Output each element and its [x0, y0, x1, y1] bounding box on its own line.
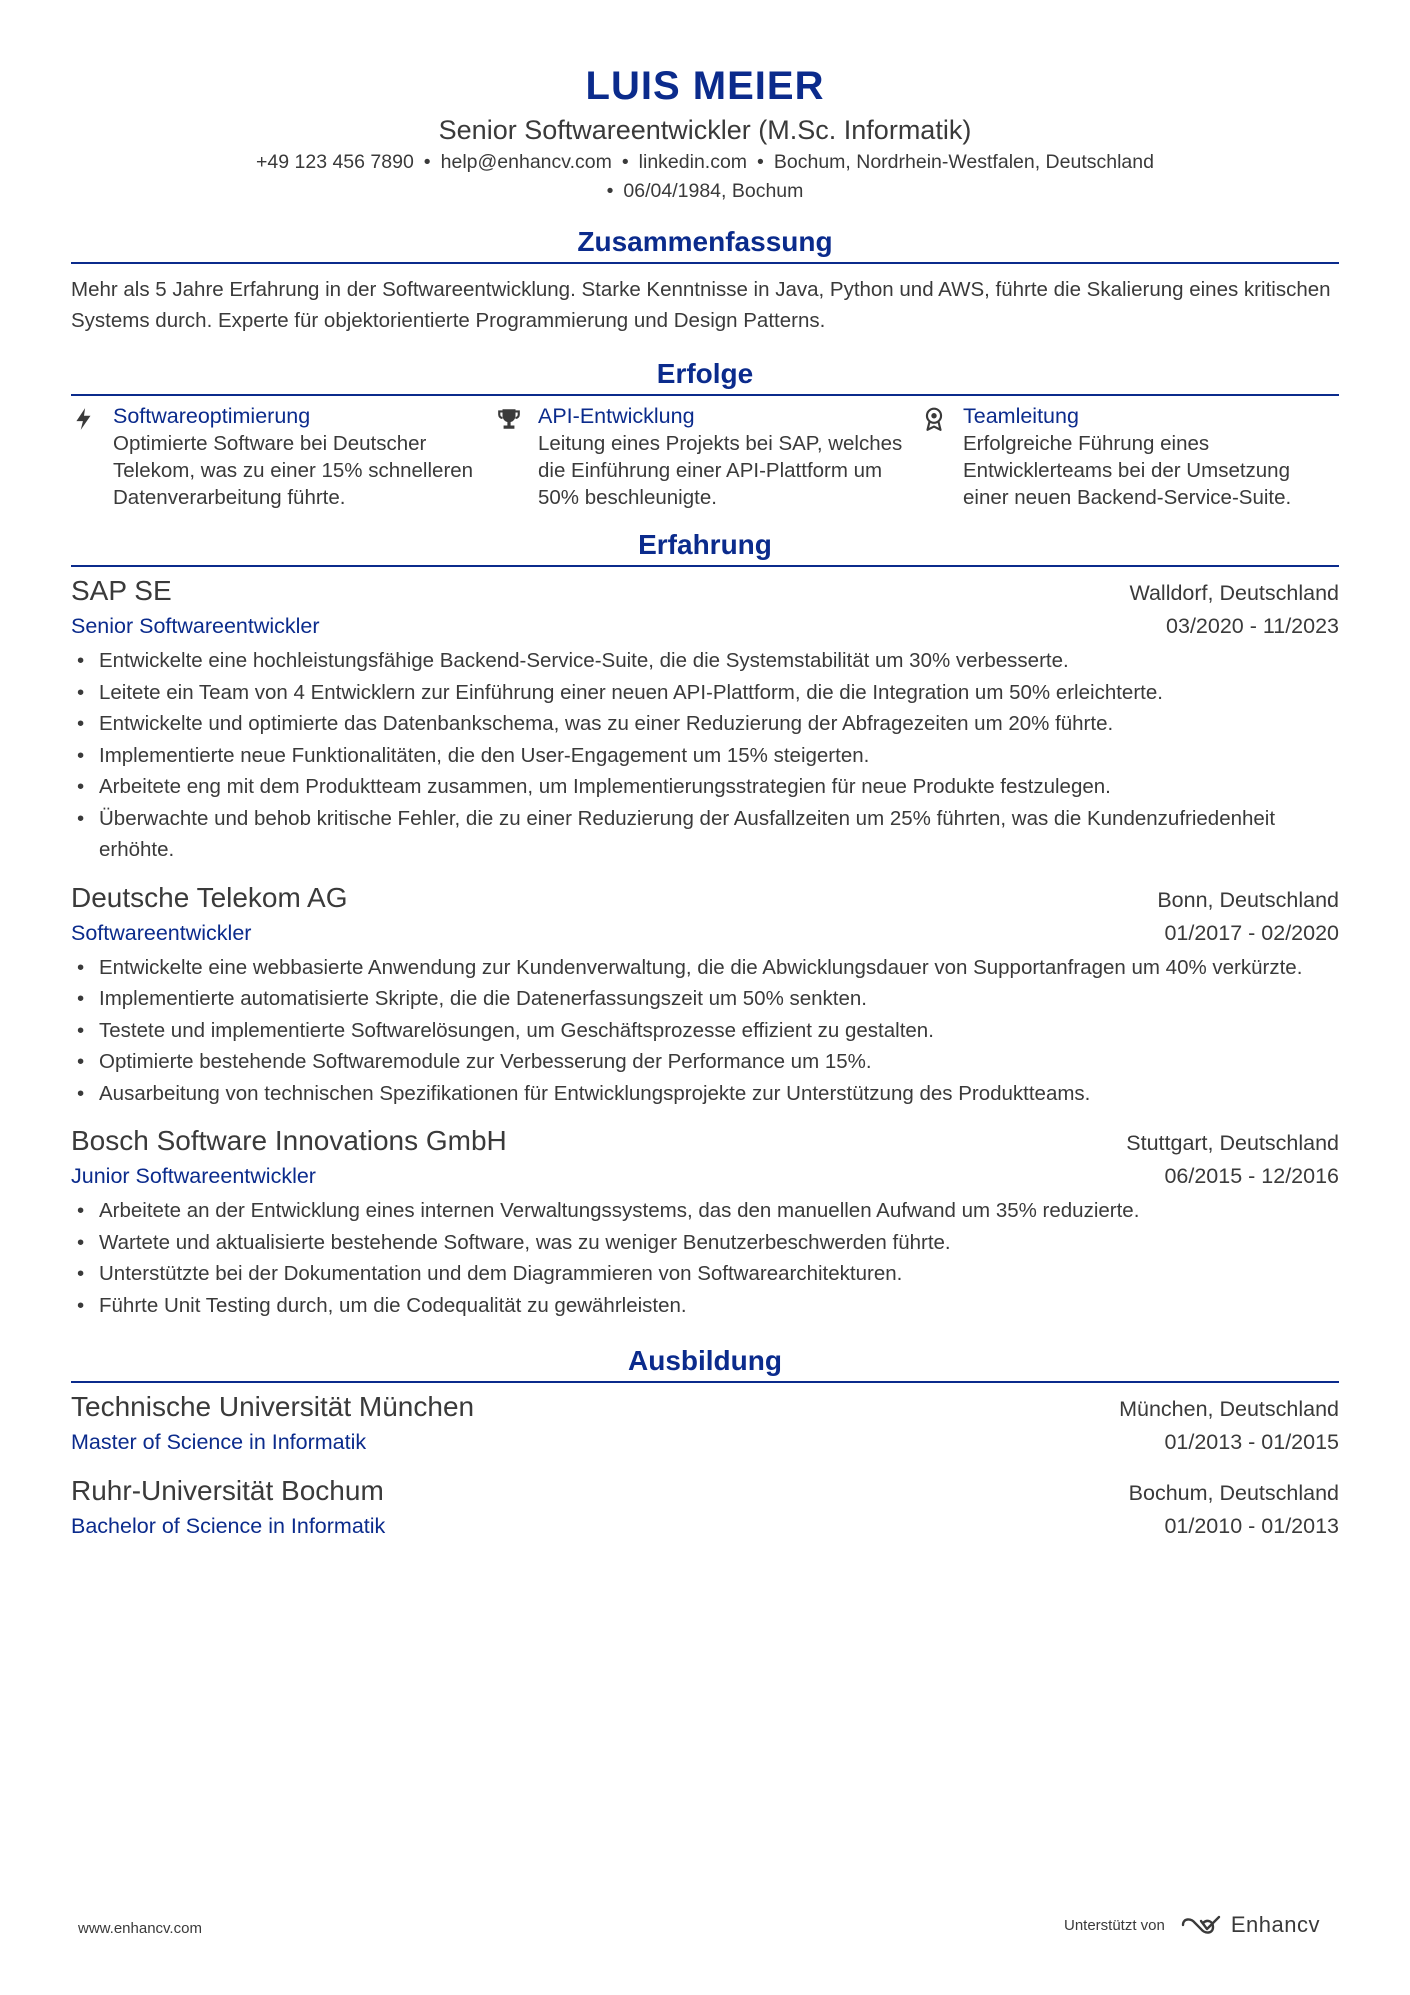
separator-dot: • [423, 151, 431, 173]
job-bullets [71, 1195, 1339, 1321]
degree: Master of Science in Informatik [71, 1430, 367, 1454]
achievement-title: Teamleitung [963, 404, 1079, 428]
achievement-item [71, 402, 489, 511]
section-divider [71, 262, 1339, 264]
list-item: • Unterstützte bei der Dokumentation und dem Diagrammieren von Softwarearchitekturen. [99, 1258, 1339, 1290]
education-entry [71, 1473, 1339, 1543]
list-item: • Entwickelte und optimierte das Datenbankschema, was zu einer Reduzierung der Abfragezeiten um 20% führte. [99, 708, 1339, 740]
list-item: • Wartete und aktualisierte bestehende Software, was zu weniger Benutzerbeschwerden führte. [99, 1227, 1339, 1259]
achievement-desc: Optimierte Software bei Deutscher Telekom, was zu einer 15% schnelleren Datenverarbeitung führte. [113, 432, 474, 509]
job-dates: 06/2015 - 12/2016 [1164, 1164, 1339, 1188]
section-title-experience: Erfahrung [638, 529, 772, 560]
contact-line [71, 148, 1339, 177]
candidate-title: Senior Softwareentwickler (M.Sc. Informatik) [438, 115, 972, 145]
list-item: • Leitete ein Team von 4 Entwicklern zur Einführung einer neuen API-Plattform, die die Integration um 50% erleichterte. [99, 677, 1339, 709]
award-icon [921, 402, 963, 511]
achievements-section [71, 356, 1339, 511]
experience-section [71, 527, 1339, 1321]
job-role: Senior Softwareentwickler [71, 614, 320, 638]
company-name: Deutsche Telekom AG [71, 881, 348, 913]
section-divider [71, 394, 1339, 396]
section-title-summary: Zusammenfassung [577, 226, 833, 257]
location: Bochum, Nordrhein-Westfalen, Deutschland [773, 151, 1154, 173]
enhancv-logo-icon [1179, 1913, 1223, 1937]
education-entry [71, 1389, 1339, 1459]
job-entry [71, 1123, 1339, 1321]
job-bullets [71, 952, 1339, 1110]
achievement-desc: Leitung eines Projekts bei SAP, welches die Einführung einer API-Plattform um 50% beschleunigte. [538, 432, 903, 509]
school-name: Technische Universität München [71, 1391, 475, 1422]
separator-dot: • [606, 180, 614, 202]
job-bullets [71, 645, 1339, 866]
section-title-education: Ausbildung [628, 1345, 782, 1376]
school-location: Bochum, Deutschland [1128, 1481, 1339, 1505]
list-item: • Implementierte automatisierte Skripte, die die Datenerfassungszeit um 50% senkten. [99, 983, 1339, 1015]
job-dates: 03/2020 - 11/2023 [1166, 614, 1339, 638]
education-dates: 01/2013 - 01/2015 [1164, 1430, 1339, 1454]
company-name: SAP SE [71, 575, 172, 606]
section-divider [71, 1381, 1339, 1383]
job-role: Softwareentwickler [71, 920, 252, 945]
birth-info: 06/04/1984, Bochum [623, 180, 804, 202]
job-location: Bonn, Deutschland [1157, 887, 1339, 912]
job-entry [71, 573, 1339, 866]
list-item: • Testete und implementierte Softwarelösungen, um Geschäftsprozesse effizient zu gestalten. [99, 1015, 1339, 1047]
birth-line [71, 177, 1339, 206]
achievement-title: Softwareoptimierung [113, 404, 311, 428]
job-dates: 01/2017 - 02/2020 [1164, 920, 1339, 945]
separator-dot: • [757, 151, 764, 173]
job-role: Junior Softwareentwickler [71, 1164, 316, 1188]
summary-text: Mehr als 5 Jahre Erfahrung in der Softwareentwicklung. Starke Kenntnisse in Java, Python und AWS, führte die Skalierung eines kritischen Systems durch. Experte für objektorientierte Programmierung und Design Patterns. [71, 278, 1331, 332]
brand-name: Enhancv [1230, 1912, 1320, 1937]
list-item: • Entwickelte eine hochleistungsfähige Backend-Service-Suite, die die Systemstabilität um 30% verbesserte. [99, 645, 1339, 677]
list-item: • Implementierte neue Funktionalitäten, die den User-Engagement um 15% steigerten. [99, 740, 1339, 772]
job-location: Walldorf, Deutschland [1129, 581, 1339, 605]
section-divider [71, 565, 1339, 567]
achievement-item [496, 402, 914, 511]
list-item: • Optimierte bestehende Softwaremodule zur Verbesserung der Performance um 15%. [99, 1046, 1339, 1078]
achievement-item [921, 402, 1339, 511]
candidate-name: LUIS MEIER [585, 64, 825, 108]
achievement-title: API-Entwicklung [538, 404, 695, 428]
footer-website[interactable]: www.enhancv.com [78, 1920, 202, 1937]
list-item: • Entwickelte eine webbasierte Anwendung zur Kundenverwaltung, die die Abwicklungsdauer von Supportanfragen um 40% verkürzte. [99, 952, 1339, 984]
email[interactable]: help@enhancv.com [440, 151, 612, 173]
education-dates: 01/2010 - 01/2013 [1164, 1514, 1339, 1538]
list-item: • Führte Unit Testing durch, um die Codequalität zu gewährleisten. [99, 1290, 1339, 1322]
school-location: München, Deutschland [1119, 1397, 1339, 1421]
trophy-icon [496, 402, 538, 511]
job-entry [71, 880, 1339, 1110]
list-item: • Arbeitete eng mit dem Produktteam zusammen, um Implementierungsstrategien für neue Produkte festzulegen. [99, 771, 1339, 803]
powered-by-label: Unterstützt von [1063, 1916, 1165, 1934]
list-item: • Ausarbeitung von technischen Spezifikationen für Entwicklungsprojekte zur Unterstützung des Produktteams. [99, 1078, 1339, 1110]
footer-branding [1064, 1912, 1320, 1938]
education-section [71, 1343, 1339, 1543]
linkedin[interactable]: linkedin.com [638, 151, 748, 173]
phone: +49 123 456 7890 [256, 151, 414, 173]
school-name: Ruhr-Universität Bochum [71, 1475, 384, 1506]
achievements-grid [71, 402, 1339, 511]
list-item: • Überwachte und behob kritische Fehler, die zu einer Reduzierung der Ausfallzeiten um 25% führten, was die Kundenzufriedenheit erhöhte. [99, 803, 1339, 866]
section-title-achievements: Erfolge [656, 358, 754, 389]
company-name: Bosch Software Innovations GmbH [71, 1125, 507, 1156]
achievement-desc: Erfolgreiche Führung eines Entwicklerteams bei der Umsetzung einer neuen Backend-Service-Suite. [963, 432, 1292, 509]
separator-dot: • [621, 151, 629, 173]
list-item: • Arbeitete an der Entwicklung eines internen Verwaltungssystems, das den manuellen Aufwand um 35% reduzierte. [99, 1195, 1339, 1227]
lightning-icon [71, 402, 113, 511]
resume-content [71, 62, 1339, 1557]
job-location: Stuttgart, Deutschland [1126, 1131, 1339, 1155]
summary-section [71, 224, 1339, 336]
degree: Bachelor of Science in Informatik [71, 1514, 386, 1538]
